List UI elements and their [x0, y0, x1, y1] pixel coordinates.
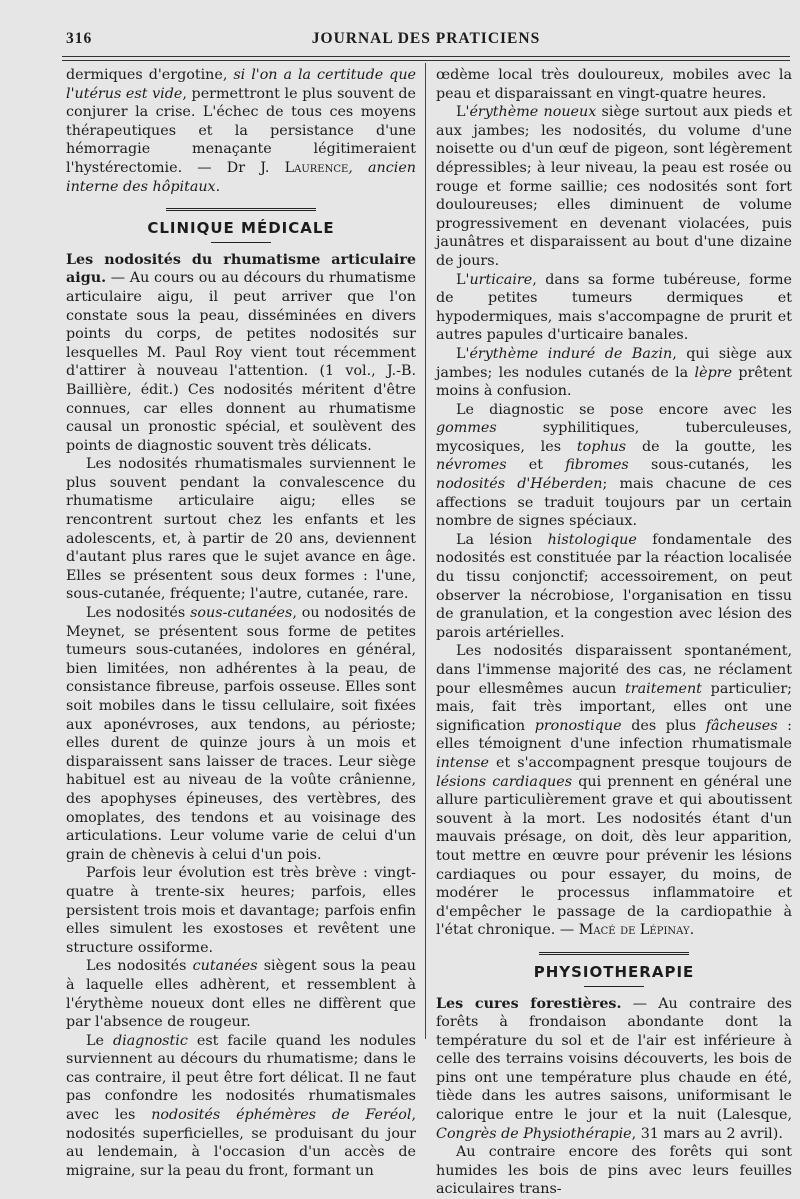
- paragraph: Au contraire encore des forêts qui sont humides les bois de pins avec leurs feuilles aciculaires trans-: [436, 1144, 792, 1198]
- header-rule: [62, 56, 790, 57]
- page-header: [66, 26, 786, 52]
- section-header: [66, 208, 416, 243]
- section-rule: [584, 986, 644, 987]
- paragraph: Le diagnostic se pose encore avec les gommes syphilitiques, tuberculeuses, mycosiques, les tophus de la goutte, les névromes et fibromes sous-cutanés, les nodosités d'Héberden; mais chacune de ces affections se traduit toujours par un certain nombre de signes spéciaux.: [436, 401, 792, 530]
- article-title: Les cures forestières.: [436, 995, 622, 1012]
- paragraph: Les nodosités cutanées siègent sous la peau à laquelle elles adhèrent, et ressemblent à l'érythème noueux dont elles ne diffèrent que par l'absence de rougeur.: [66, 958, 416, 1031]
- section-header: [436, 952, 792, 987]
- paragraph: La lésion histologique fondamentale des nodosités est constituée par la réaction localisée du tissu conjonctif; accessoirement, on peut observer la nécrobiose, l'organisation en tissu de granulation, et la congestion avec lésion des parois artérielles.: [436, 531, 792, 641]
- article-opening: Les nodosités du rhumatisme articulaire aigu. — Au cours ou au décours du rhumatisme articulaire aigu, il peut arriver que l'on constate sous la peau, disséminées en divers points du corps, de petites nodosités sur lesquelles M. Paul Roy vient tout récemment d'attirer à nouveau l'attention. (1 vol., J.-B. Baillière, édit.) Ces nodosités méritent d'être connues, car elles donnent au rhumatisme causal un pronostic spécial, et soulèvent des points de diagnostic souvent très délicats.: [66, 251, 416, 454]
- paragraph: œdème local très douloureux, mobiles avec la peau et disparaissant en vingt-quatre heures.: [436, 67, 792, 102]
- article-opening: Les cures forestières. — Au contraire des forêts à frondaison abondante dont la température du sol et de l'air est inférieure à celle des terrains voisins découverts, les bois de pins ont une température plus chaude en été, tiède dans les autres saisons, uniformisant le calorique entre le jour et la nuit (Lalesque, Congrès de Physiothérapie, 31 mars au 2 avril).: [436, 995, 792, 1142]
- paragraph: L'érythème induré de Bazin, qui siège aux jambes; les nodules cutanés de la lèpre prêtent moins à confusion.: [436, 345, 792, 400]
- author-name: Laurence: [284, 159, 349, 176]
- paragraph: Parfois leur évolution est très brève : vingt-quatre à trente-six heures; parfois, elles persistent trois mois et davantage; parfois enfin elles simulent les exostoses et revêtent une structure ossiforme.: [66, 865, 416, 956]
- section-title: PHYSIOTHERAPIE: [533, 962, 695, 981]
- paragraph: Les nodosités rhumatismales surviennent le plus souvent pendant la convalescence du rhumatisme articulaire aigu; elles se rencontrent surtout chez les enfants et les adolescents, et, à partir de 20 ans, deviennent d'autant plus rares que le sujet avance en âge. Elles se présentent sous deux formes : l'une, sous-cutanée, fréquente; l'autre, cutanée, rare.: [66, 456, 416, 603]
- journal-title: JOURNAL DES PRATICIENS: [311, 30, 541, 47]
- paragraph: Le diagnostic est facile quand les nodules surviennent au décours du rhumatisme; dans le cas contraire, il peut être fort délicat. Il ne faut pas confondre les nodosités rhumatismales avec les nodosités éphémères de Feréol, nodosités superficielles, se produisant du jour au lendemain, à l'occasion d'un accès de migraine, sur la peau du front, formant un: [66, 1032, 417, 1179]
- article-title: Les nodosités du rhumatisme articulaire aigu.: [66, 251, 416, 287]
- section-title: CLINIQUE MÉDICALE: [147, 219, 335, 238]
- paragraph: L'érythème noueux siège surtout aux pieds et aux jambes; les nodosités, du volume d'une noisette ou d'un œuf de pigeon, sont légèrement dépressibles; à leur niveau, la peau est rosée ou rouge et forme saillie; ces nodosités sont fort douloureuses; elles diminuent de volume progressivement en devenant violacées, puis jaunâtres et disparaissent au bout d'une dizaine de jours.: [436, 104, 792, 269]
- paragraph: dermiques d'ergotine, si l'on a la certitude que l'utérus est vide, permettront le plus souvent de conjurer la crise. L'échec de tous ces moyens thérapeutiques et la persistance d'une hémorragie menaçante légitimeraient l'hystérectomie. — Dr J. Laurence, ancien interne des hôpitaux.: [66, 67, 417, 195]
- section-double-rule: [539, 952, 689, 957]
- author-name: Macé de Lépinay: [578, 922, 690, 939]
- paragraph: L'urticaire, dans sa forme tubéreuse, forme de petites tumeurs dermiques et hypodermiques, mais s'accompagne de prurit et autres papules d'urticaire banales.: [436, 271, 792, 344]
- right-column: [436, 66, 792, 1198]
- section-double-rule: [166, 208, 316, 213]
- section-rule: [211, 242, 271, 243]
- page-number: 316: [66, 30, 93, 47]
- paragraph: Les nodosités disparaissent spontanément, dans l'immense majorité des cas, ne réclament pour ellesmêmes aucun traitement particulier; mais, fait très important, elles ont une signification pronostique des plus fâcheuses : elles témoignent d'une infection rhumatismale intense et s'accompagnent presque toujours de lésions cardiaques qui prennent en général une allure particulièrement grave et qui aboutissent souvent à la mort. Les nodosités étant d'un mauvais présage, on doit, dès leur apparition, tout mettre en œuvre pour prévenir les lésions cardiaques ou pour essayer, du moins, de modérer le processus inflammatoire et d'empêcher le passage de la cardiopathie à l'état chronique. — Macé de Lépinay.: [436, 643, 792, 939]
- header-rule-thin: [62, 60, 790, 61]
- paragraph: Les nodosités sous-cutanées, ou nodosités de Meynet, se présentent sous forme de petites tumeurs sous-cutanées, indolores en général, bien limitées, non adhérentes à la peau, de consistance fibreuse, parfois osseuse. Elles sont soit mobiles dans le tissu cellulaire, soit fixées aux aponévroses, aux tendons, au périoste; elles durent de quinze jours à un mois et disparaissent sans laisser de traces. Leur siège habituel est au niveau de la voûte crânienne, des apophyses épineuses, des vertèbres, des omoplates, des tendons et au voisinage des articulations. Leur volume varie de celui d'un grain de chènevis à celui d'un pois.: [66, 605, 416, 863]
- left-column: [66, 66, 417, 1179]
- column-divider: [425, 63, 426, 1039]
